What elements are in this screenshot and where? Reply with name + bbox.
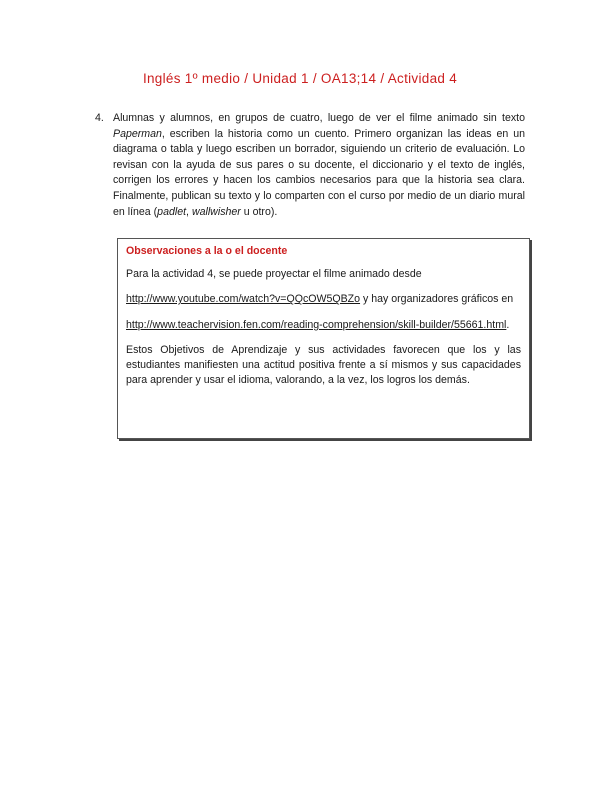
activity-text-part-3: ,	[186, 205, 192, 218]
notes-paragraph-4: Estos Objetivos de Aprendizaje y sus actividades favorecen que los y las estudiantes manifiesten una actitud positiva frente a sí mismos y sus capacidades para aprender y usar el idioma, valorando, a la vez, los logros los demás.	[126, 343, 521, 387]
activity-text-part-1: Alumnas y alumnos, en grupos de cuatro, luego de ver el filme animado sin texto	[113, 112, 525, 124]
teachervision-link[interactable]: http://www.teachervision.fen.com/reading-comprehension/skill-builder/55661.html	[126, 318, 507, 331]
activity-number: 4.	[95, 112, 104, 124]
tool-name-padlet: padlet	[157, 205, 187, 218]
activity-text	[113, 111, 525, 220]
notes-title: Observaciones a la o el docente	[126, 245, 288, 257]
link-suffix: .	[506, 318, 510, 331]
notes-paragraph-2	[126, 292, 521, 307]
page-header: Inglés 1º medio / Unidad 1 / OA13;14 / Actividad 4	[142, 71, 458, 86]
notes-paragraph-3	[126, 318, 521, 333]
youtube-link[interactable]: http://www.youtube.com/watch?v=QQcOW5QBZo	[126, 293, 361, 306]
activity-text-part-2: , escriben la historia como un cuento. Primero organizan las ideas en un diagrama o tabla y luego escriben un borrador, siguiendo un criterio de evaluación. Lo revisan con la ayuda de sus pares o su docente, el diccionario y el texto de inglés, corrigen los errores y hacen los cambios necesarios para que la historia sea clara. Finalmente, publican su texto y lo comparten con el curso por medio de un diario mural en línea (	[113, 127, 525, 218]
teacher-notes-box	[117, 238, 530, 439]
activity-item	[95, 111, 525, 220]
notes-paragraph-1: Para la actividad 4, se puede proyectar el filme animado desde	[126, 268, 422, 281]
film-title: Paperman	[113, 127, 162, 140]
notes-paragraph-2-text: y hay organizadores gráficos en	[360, 293, 514, 306]
activity-text-part-4: u otro).	[240, 205, 278, 218]
tool-name-wallwisher: wallwisher	[191, 205, 241, 218]
